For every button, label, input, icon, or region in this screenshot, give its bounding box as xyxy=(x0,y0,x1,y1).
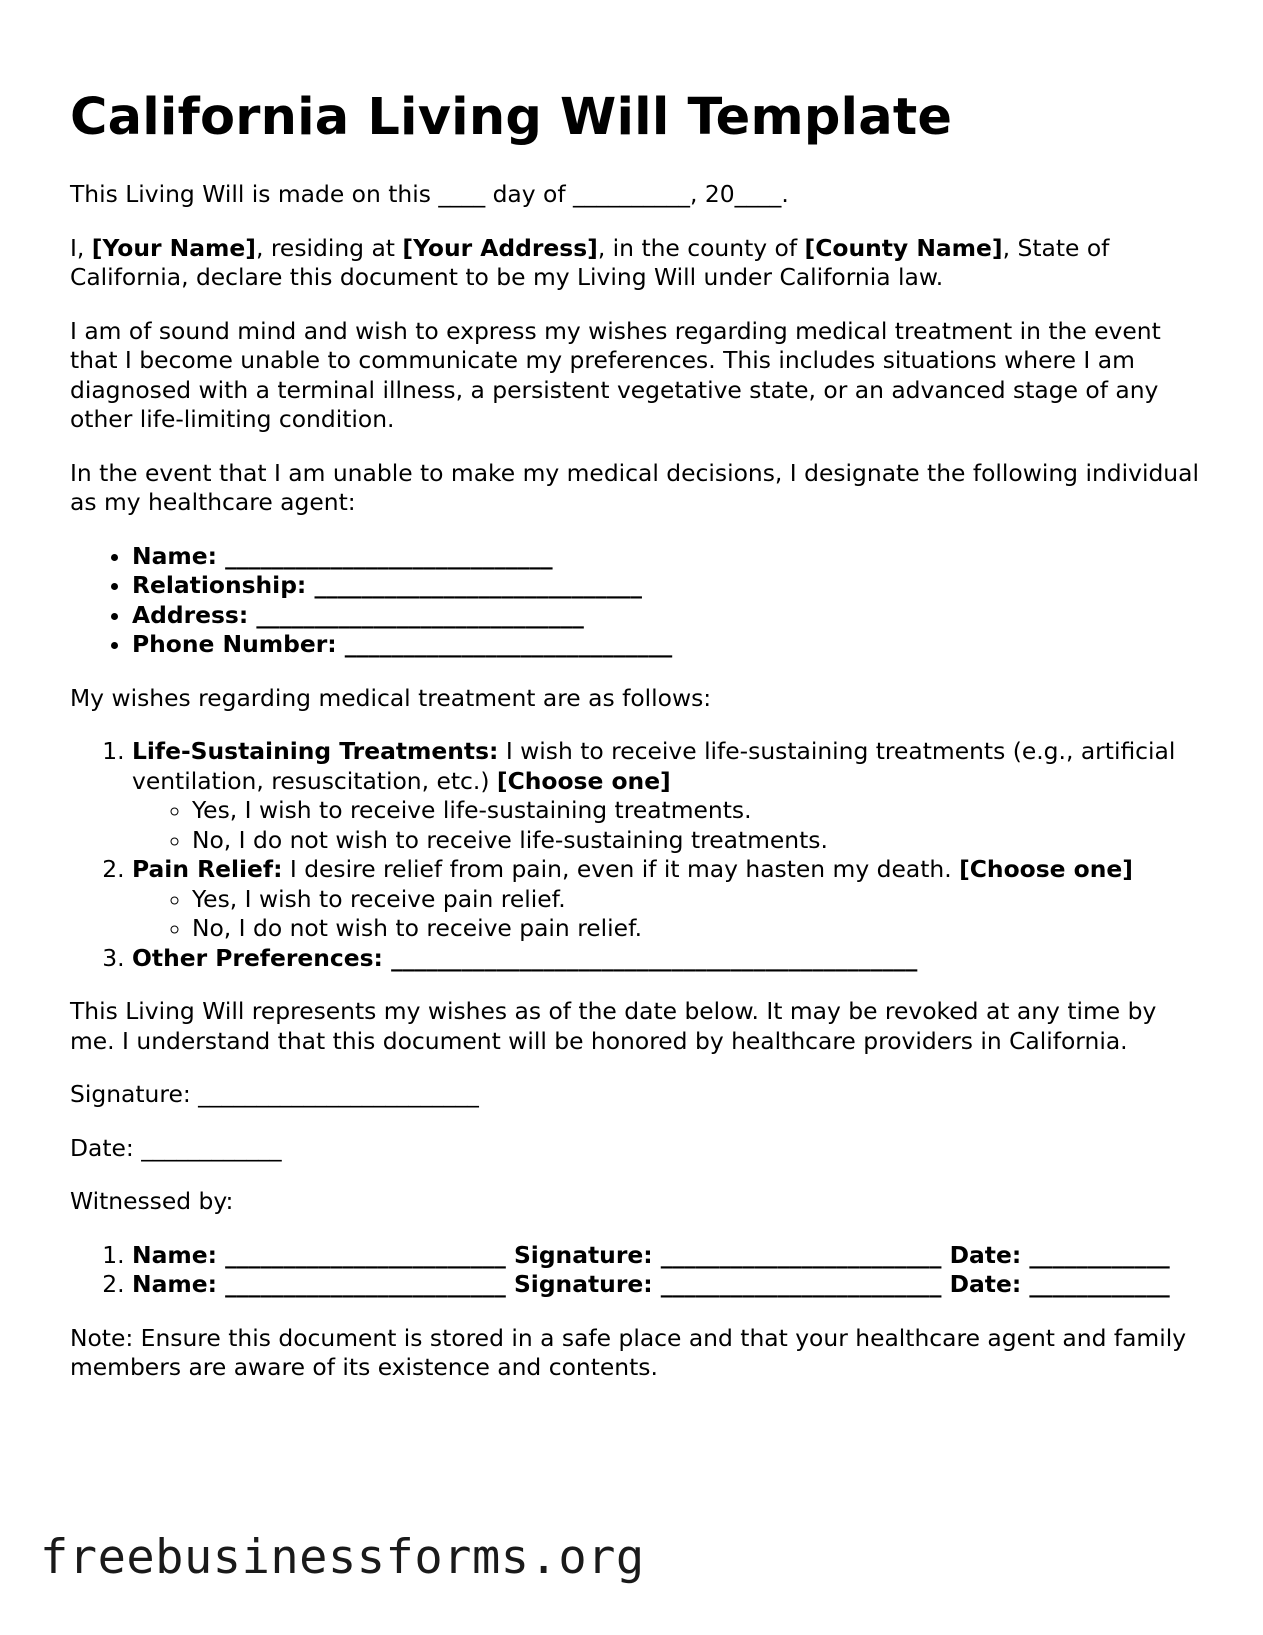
life-option-no: ◦ No, I do not wish to receive life-sustaining treatments. xyxy=(192,826,1200,856)
document-body xyxy=(70,180,1200,1407)
date-signed-line: Date: ____________ xyxy=(70,1133,282,1162)
wish-pain-relief: 2. Pain Relief: I desire relief from pain, even if it may hasten my death. [Choose one] ◦ Yes, I wish to receive pain relief. ◦ No, I do not wish to receive pain relief. xyxy=(132,855,1200,944)
witness-list xyxy=(70,1241,1200,1300)
designate-paragraph: In the event that I am unable to make my medical decisions, I designate the following individual as my healthcare agent: xyxy=(70,458,1199,516)
declaration-paragraph: I, [Your Name], residing at [Your Address], in the county of [County Name], State of California, declare this document to be my Living Will under California law. xyxy=(70,233,1110,291)
life-option-yes: ◦ Yes, I wish to receive life-sustaining treatments. xyxy=(192,796,1200,826)
note-paragraph: Note: Ensure this document is stored in a safe place and that your healthcare agent and family members are aware of its existence and contents. xyxy=(70,1323,1187,1381)
revocation-paragraph: This Living Will represents my wishes as of the date below. It may be revoked at any time by me. I understand that this document will be honored by healthcare providers in California. xyxy=(70,997,1157,1055)
witness-2: 2. Name: ________________________ Signature: ________________________ Date: ____________ xyxy=(132,1270,1200,1300)
sound-mind-paragraph: I am of sound mind and wish to express my wishes regarding medical treatment in the event that I become unable to communicate my preferences. This includes situations where I am diagnosed with a terminal illness, a persistent vegetative state, or an advanced stage of any other life-limiting condition. xyxy=(70,316,1161,433)
wish-other-preferences: 3. Other Preferences: _____________________________________________ xyxy=(132,944,1200,974)
agent-address-field: • Address: ____________________________ xyxy=(132,601,1200,631)
signature-line: Signature: ________________________ xyxy=(70,1080,479,1108)
watermark-logo: freebusinessforms.org xyxy=(40,1530,645,1585)
page-title: California Living Will Template xyxy=(70,88,953,147)
wishes-intro: My wishes regarding medical treatment are as follows: xyxy=(70,683,712,712)
pain-options xyxy=(132,885,1200,944)
pain-option-no: ◦ No, I do not wish to receive pain relief. xyxy=(192,914,1200,944)
witnessed-by-label: Witnessed by: xyxy=(70,1187,234,1215)
life-options xyxy=(132,796,1200,855)
your-name-placeholder: [Your Name] xyxy=(91,233,256,262)
wish-life-sustaining: 1. Life-Sustaining Treatments: I wish to receive life-sustaining treatments (e.g., artificial ventilation, resuscitation, etc.) [Choose one] ◦ Yes, I wish to receive life-sustaining treatments. ◦ No, I do not wish to receive life-sustaining treatments. xyxy=(132,737,1200,855)
agent-relationship-field: • Relationship: ____________________________ xyxy=(132,571,1200,601)
witness-1: 1. Name: ________________________ Signature: ________________________ Date: ____________ xyxy=(132,1241,1200,1271)
agent-fields-list xyxy=(70,542,1200,660)
agent-phone-field: • Phone Number: ____________________________ xyxy=(132,630,1200,660)
date-line: This Living Will is made on this ____ day of __________, 20____. xyxy=(70,180,789,208)
pain-option-yes: ◦ Yes, I wish to receive pain relief. xyxy=(192,885,1200,915)
agent-name-field: • Name: ____________________________ xyxy=(132,542,1200,572)
your-address-placeholder: [Your Address] xyxy=(402,233,598,262)
county-name-placeholder: [County Name] xyxy=(804,233,1003,262)
wishes-list xyxy=(70,737,1200,973)
